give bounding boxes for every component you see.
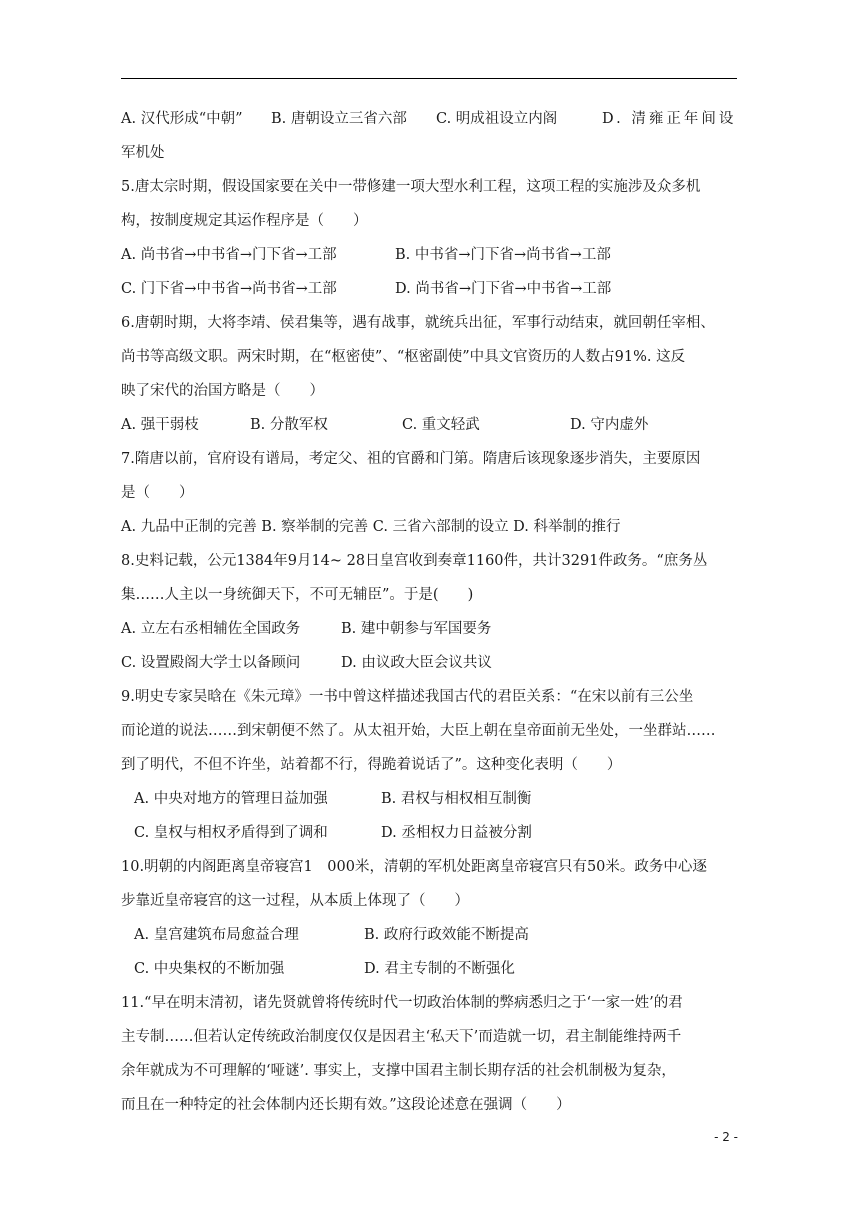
- q8-options-row1: [121, 612, 741, 646]
- q9-options-row2: [121, 816, 741, 850]
- q8-text-1: 8.史料记载，公元1384年9月14~ 28日皇宫收到奏章1160件，共计3291件政务。“庶务丛: [121, 553, 708, 569]
- q6-option-c: C. 重文轻武: [402, 417, 480, 433]
- q5-options-row1: [121, 238, 741, 272]
- q7-options: A. 九品中正制的完善 B. 察举制的完善 C. 三省六部制的设立 D. 科举制的推行: [121, 519, 621, 535]
- q8-text-2: 集……人主以一身统御天下，不可无辅臣”。于是( ): [121, 587, 474, 603]
- q6-option-d: D. 守内虚外: [570, 417, 649, 433]
- q6-text-3: 映了宋代的治国方略是（ ）: [121, 383, 324, 399]
- q11-text-1: 11.“早在明末清初，诸先贤就曾将传统时代一切政治体制的弊病悉归之于‘一家一姓’的君: [121, 995, 683, 1011]
- q8-option-a: A. 立左右丞相辅佐全国政务: [121, 621, 301, 637]
- q10-options-row2: [121, 952, 741, 986]
- q9-text-3: 到了明代，不但不许坐，站着都不行，得跪着说话了”。这种变化表明（ ）: [121, 757, 622, 773]
- q6-text-1: 6.唐朝时期，大将李靖、侯君集等，遇有战事，就统兵出征，军事行动结束，就回朝任宰相、: [121, 315, 715, 331]
- q5-option-b: B. 中书省→门下省→尚书省→工部: [395, 247, 611, 263]
- q9-text-2: 而论道的说法……到宋朝便不然了。从太祖开始，大臣上朝在皇帝面前无坐处，一坐群站……: [121, 723, 716, 739]
- q6-option-a: A. 强干弱枝: [121, 417, 199, 433]
- q10-option-b: B. 政府行政效能不断提高: [364, 927, 529, 943]
- q9-option-c: C. 皇权与相权矛盾得到了调和: [134, 825, 328, 841]
- q8-option-d: D. 由议政大臣会议共议: [341, 655, 492, 671]
- q11-text-3: 余年就成为不可理解的‘哑谜’. 事实上，支撑中国君主制长期存活的社会机制极为复杂，: [121, 1063, 676, 1079]
- q10-text-1: 10.明朝的内阁距离皇帝寝宫1 000米，清朝的军机处距离皇帝寝宫只有50米。政务中心逐: [121, 859, 707, 875]
- q9-option-b: B. 君权与相权相互制衡: [381, 791, 532, 807]
- q10-options-row1: [121, 918, 741, 952]
- q5-option-d: D. 尚书省→门下省→中书省→工部: [395, 281, 612, 297]
- q4-option-c: C. 明成祖设立内阁: [436, 111, 558, 127]
- q9-text-1: 9.明史专家吴晗在《朱元璋》一书中曾这样描述我国古代的君臣关系：“在宋以前有三公坐: [121, 689, 694, 705]
- page-number: - 2 -: [714, 1130, 738, 1144]
- q8-options-row2: [121, 646, 741, 680]
- q10-option-c: C. 中央集权的不断加强: [134, 961, 285, 977]
- q6-option-b: B. 分散军权: [250, 417, 328, 433]
- q9-option-d: D. 丞相权力日益被分割: [381, 825, 532, 841]
- q8-option-c: C. 设置殿阁大学士以备顾问: [121, 655, 301, 671]
- q4-option-b: B. 唐朝设立三省六部: [271, 111, 407, 127]
- header-rule: [121, 78, 737, 79]
- q5-options-row2: [121, 272, 741, 306]
- q9-options-row1: [121, 782, 741, 816]
- q5-option-c: C. 门下省→中书省→尚书省→工部: [121, 281, 337, 297]
- q5-text-2: 构，按制度规定其运作程序是（ ）: [121, 213, 368, 229]
- q4-option-d: D. 清雍正年间设: [602, 111, 737, 127]
- exam-content: [121, 102, 741, 1122]
- q4-options: [121, 102, 741, 136]
- q11-text-2: 主专制……但若认定传统政治制度仅仅是因君主‘私天下’而造就一切，君主制能维持两千: [121, 1029, 682, 1045]
- q4-option-d-cont: 军机处: [121, 145, 165, 161]
- q10-option-a: A. 皇宫建筑布局愈益合理: [134, 927, 299, 943]
- q5-text-1: 5.唐太宗时期，假设国家要在关中一带修建一项大型水利工程，这项工程的实施涉及众多机: [121, 179, 701, 195]
- q7-text-1: 7.隋唐以前，官府设有谱局，考定父、祖的官爵和门第。隋唐后该现象逐步消失，主要原因: [121, 451, 701, 467]
- q8-option-b: B. 建中朝参与军国要务: [341, 621, 492, 637]
- q5-option-a: A. 尚书省→中书省→门下省→工部: [121, 247, 337, 263]
- q9-option-a: A. 中央对地方的管理日益加强: [134, 791, 328, 807]
- q6-text-2: 尚书等高级文职。两宋时期，在“枢密使”、“枢密副使”中具文官资历的人数占91%. 这反: [121, 349, 686, 365]
- q10-text-2: 步靠近皇帝寝宫的这一过程，从本质上体现了（ ）: [121, 893, 469, 909]
- q11-text-4: 而且在一种特定的社会体制内还长期有效。”这段论述意在强调（ ）: [121, 1097, 571, 1113]
- q6-options: [121, 408, 741, 442]
- q4-option-a: A. 汉代形成“中朝”: [121, 111, 243, 127]
- q7-text-2: 是（ ）: [121, 485, 194, 501]
- q10-option-d: D. 君主专制的不断强化: [364, 961, 515, 977]
